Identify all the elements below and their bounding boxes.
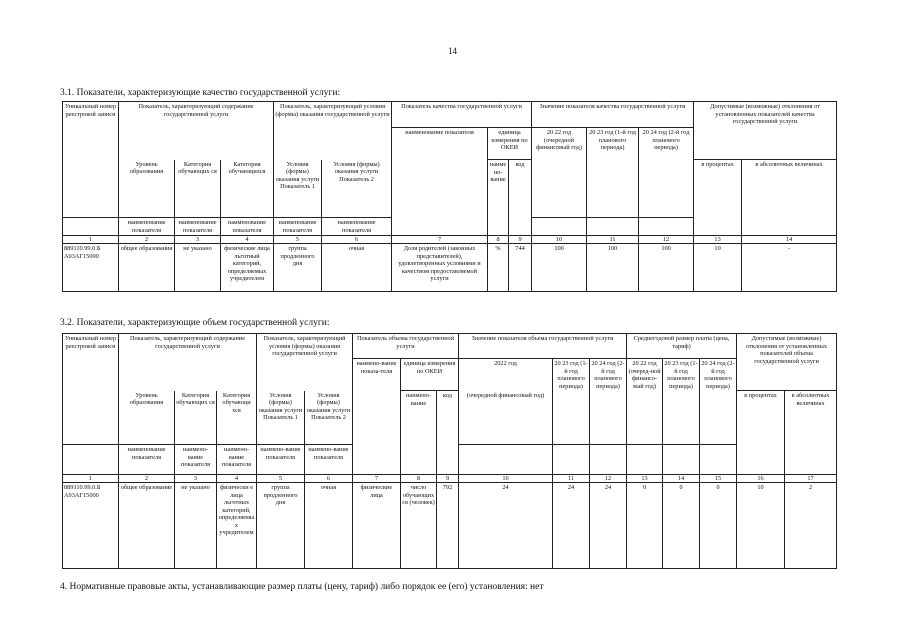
header-content: Показатель, характеризующий содержание государственной услуги — [119, 102, 274, 128]
header-quality: Показатель качества государственной услуги — [392, 102, 532, 128]
sub-level: Уровень образования — [119, 160, 175, 218]
header-price: Среднегодовой размер платы (цена, тариф) — [627, 334, 737, 359]
sub-category-2: Категория обучающи хся — [217, 391, 257, 445]
table-row: 889110.99.0.Б А93АГ15000 общее образование не указано физически е лица льготных категорий, определяемых учредителем группа продленного дня очная физические лица число обучающихся (человек) 792 24 24 24 0 0 0 10 2 — [63, 483, 837, 569]
name-label: наимено-вание показателя — [305, 445, 353, 475]
sub-category-2: Категория обучающихся — [221, 160, 274, 218]
header-volume-year-3: 20 24 год (2-й год планового периода) — [590, 359, 627, 445]
header-deviation: Допустимые (возможные) отклонения от установленных показателей объема государственной услуги — [737, 334, 837, 391]
name-label: наименование показателя — [175, 218, 221, 236]
header-condition: Показатель, характеризующий условия (формы) оказания государственной услуги — [274, 102, 392, 128]
section-title-regulations: 4. Нормативные правовые акты, устанавливающие размер платы (цену, тариф) либо порядок ее (его) установления: нет — [60, 582, 544, 592]
header-value: Значение показателя качества государственной услуги — [532, 102, 694, 128]
sub-condition-2: Условия (формы) оказания услуги Показатель 2 — [322, 160, 392, 218]
section-title-volume: 3.2. Показатели, характеризующие объем государственной услуги: — [60, 318, 330, 328]
sub-level: Уровень образования — [119, 391, 175, 445]
header-volume-year-1: 2022 год — [459, 359, 553, 391]
header-volume-year-2: 20 23 год (1-й год планового периода) — [553, 359, 590, 445]
header-price-year-1: 20 22 год (очеред-ной финансо-вый год) — [627, 359, 663, 445]
page-number: 14 — [448, 46, 457, 56]
sub-condition-2: Условия (формы) оказания услуги Показатель 2 — [305, 391, 353, 445]
header-unit: единица измерения по ОКЕИ — [401, 359, 459, 391]
sub-category-1: Категория обучающих ся — [175, 160, 221, 218]
header-unique: Уникальный номер реестровой записи — [63, 334, 119, 445]
header-year-1: 20 22 год (очередной финансовый год) — [532, 128, 587, 218]
header-unit-code: код — [509, 160, 532, 236]
header-content: Показатель, характеризующий содержание государственной услуги — [119, 334, 257, 359]
section-title-quality: 3.1. Показатели, характеризующие качество государственной услуги: — [60, 88, 341, 98]
header-price-year-3: 20 24 год (2-й год планового периода) — [700, 359, 737, 445]
name-label: наименование показателя — [119, 218, 175, 236]
name-label: наименование показателя — [274, 218, 322, 236]
header-unit-name: наимено-вание — [488, 160, 509, 236]
header-volume: Показатель объема государственной услуги — [353, 334, 459, 359]
name-label: наименование показателя — [221, 218, 274, 236]
header-indicator-name: наименование показателя — [392, 128, 488, 236]
header-unique: Уникальный номер реестровой записи — [63, 102, 119, 218]
name-label: наимено-вание показателя — [217, 445, 257, 475]
quality-table — [62, 101, 837, 292]
table-row: 889110.99.0.Б А93АГ15000 общее образования не указано физические лица льготный категорий, определяемых учредителем группа продленного дня очная Доля родителей (законных представителей), удовлетворенных условиями и качеством предоставляемой услуги % 744 100 100 100 10 - — [63, 244, 837, 292]
header-abs: в абсолютных величинах — [785, 391, 837, 475]
column-number-row: 1 2 3 4 5 6 7 8 9 10 11 12 13 14 15 16 17 — [63, 475, 837, 483]
name-label: наимено-вание показателя — [175, 445, 217, 475]
name-label: наименование показателя — [119, 445, 175, 475]
header-abs: в абсолютных величинах — [742, 160, 837, 236]
volume-table — [62, 333, 837, 569]
header-year-2: 20 23 год (1-й год планового периода) — [587, 128, 639, 218]
header-price-year-2: 20 23 год (1-й год планового периода) — [663, 359, 700, 445]
sub-category-1: Категория обучающих ся — [175, 391, 217, 445]
sub-condition-1: Условия (формы) оказания услуги Показатель 1 — [274, 160, 322, 218]
header-unit-code: код — [437, 391, 459, 475]
name-label: наимено-вание показателя — [257, 445, 305, 475]
name-label: наименование показателя — [322, 218, 392, 236]
header-pct: в процентах — [737, 391, 785, 475]
header-condition: Показатель, характеризующий условия (формы) оказания государственной услуги — [257, 334, 353, 359]
header-volume-year-1-note: (очередной финансовый год) — [459, 391, 553, 445]
header-indicator-name: наимено-вание показа-теля — [353, 359, 401, 475]
header-unit-name: наимено-вание — [401, 391, 437, 475]
header-unit: единица измерения по ОКЕИ — [488, 128, 532, 160]
sub-condition-1: Условия (формы) оказания услуги Показатель 1 — [257, 391, 305, 445]
column-number-row: 1 2 3 4 5 6 7 8 9 10 11 12 13 14 — [63, 236, 837, 244]
header-volume-value: Значение показателя объема государственной услуги — [459, 334, 627, 359]
header-pct: в процентах — [694, 160, 742, 236]
header-deviation: Допустимые (возможные) отклонения от установленных показателей качества государственной услуги — [694, 102, 837, 160]
header-year-3: 20 24 год (2-й год планового периода) — [639, 128, 694, 218]
